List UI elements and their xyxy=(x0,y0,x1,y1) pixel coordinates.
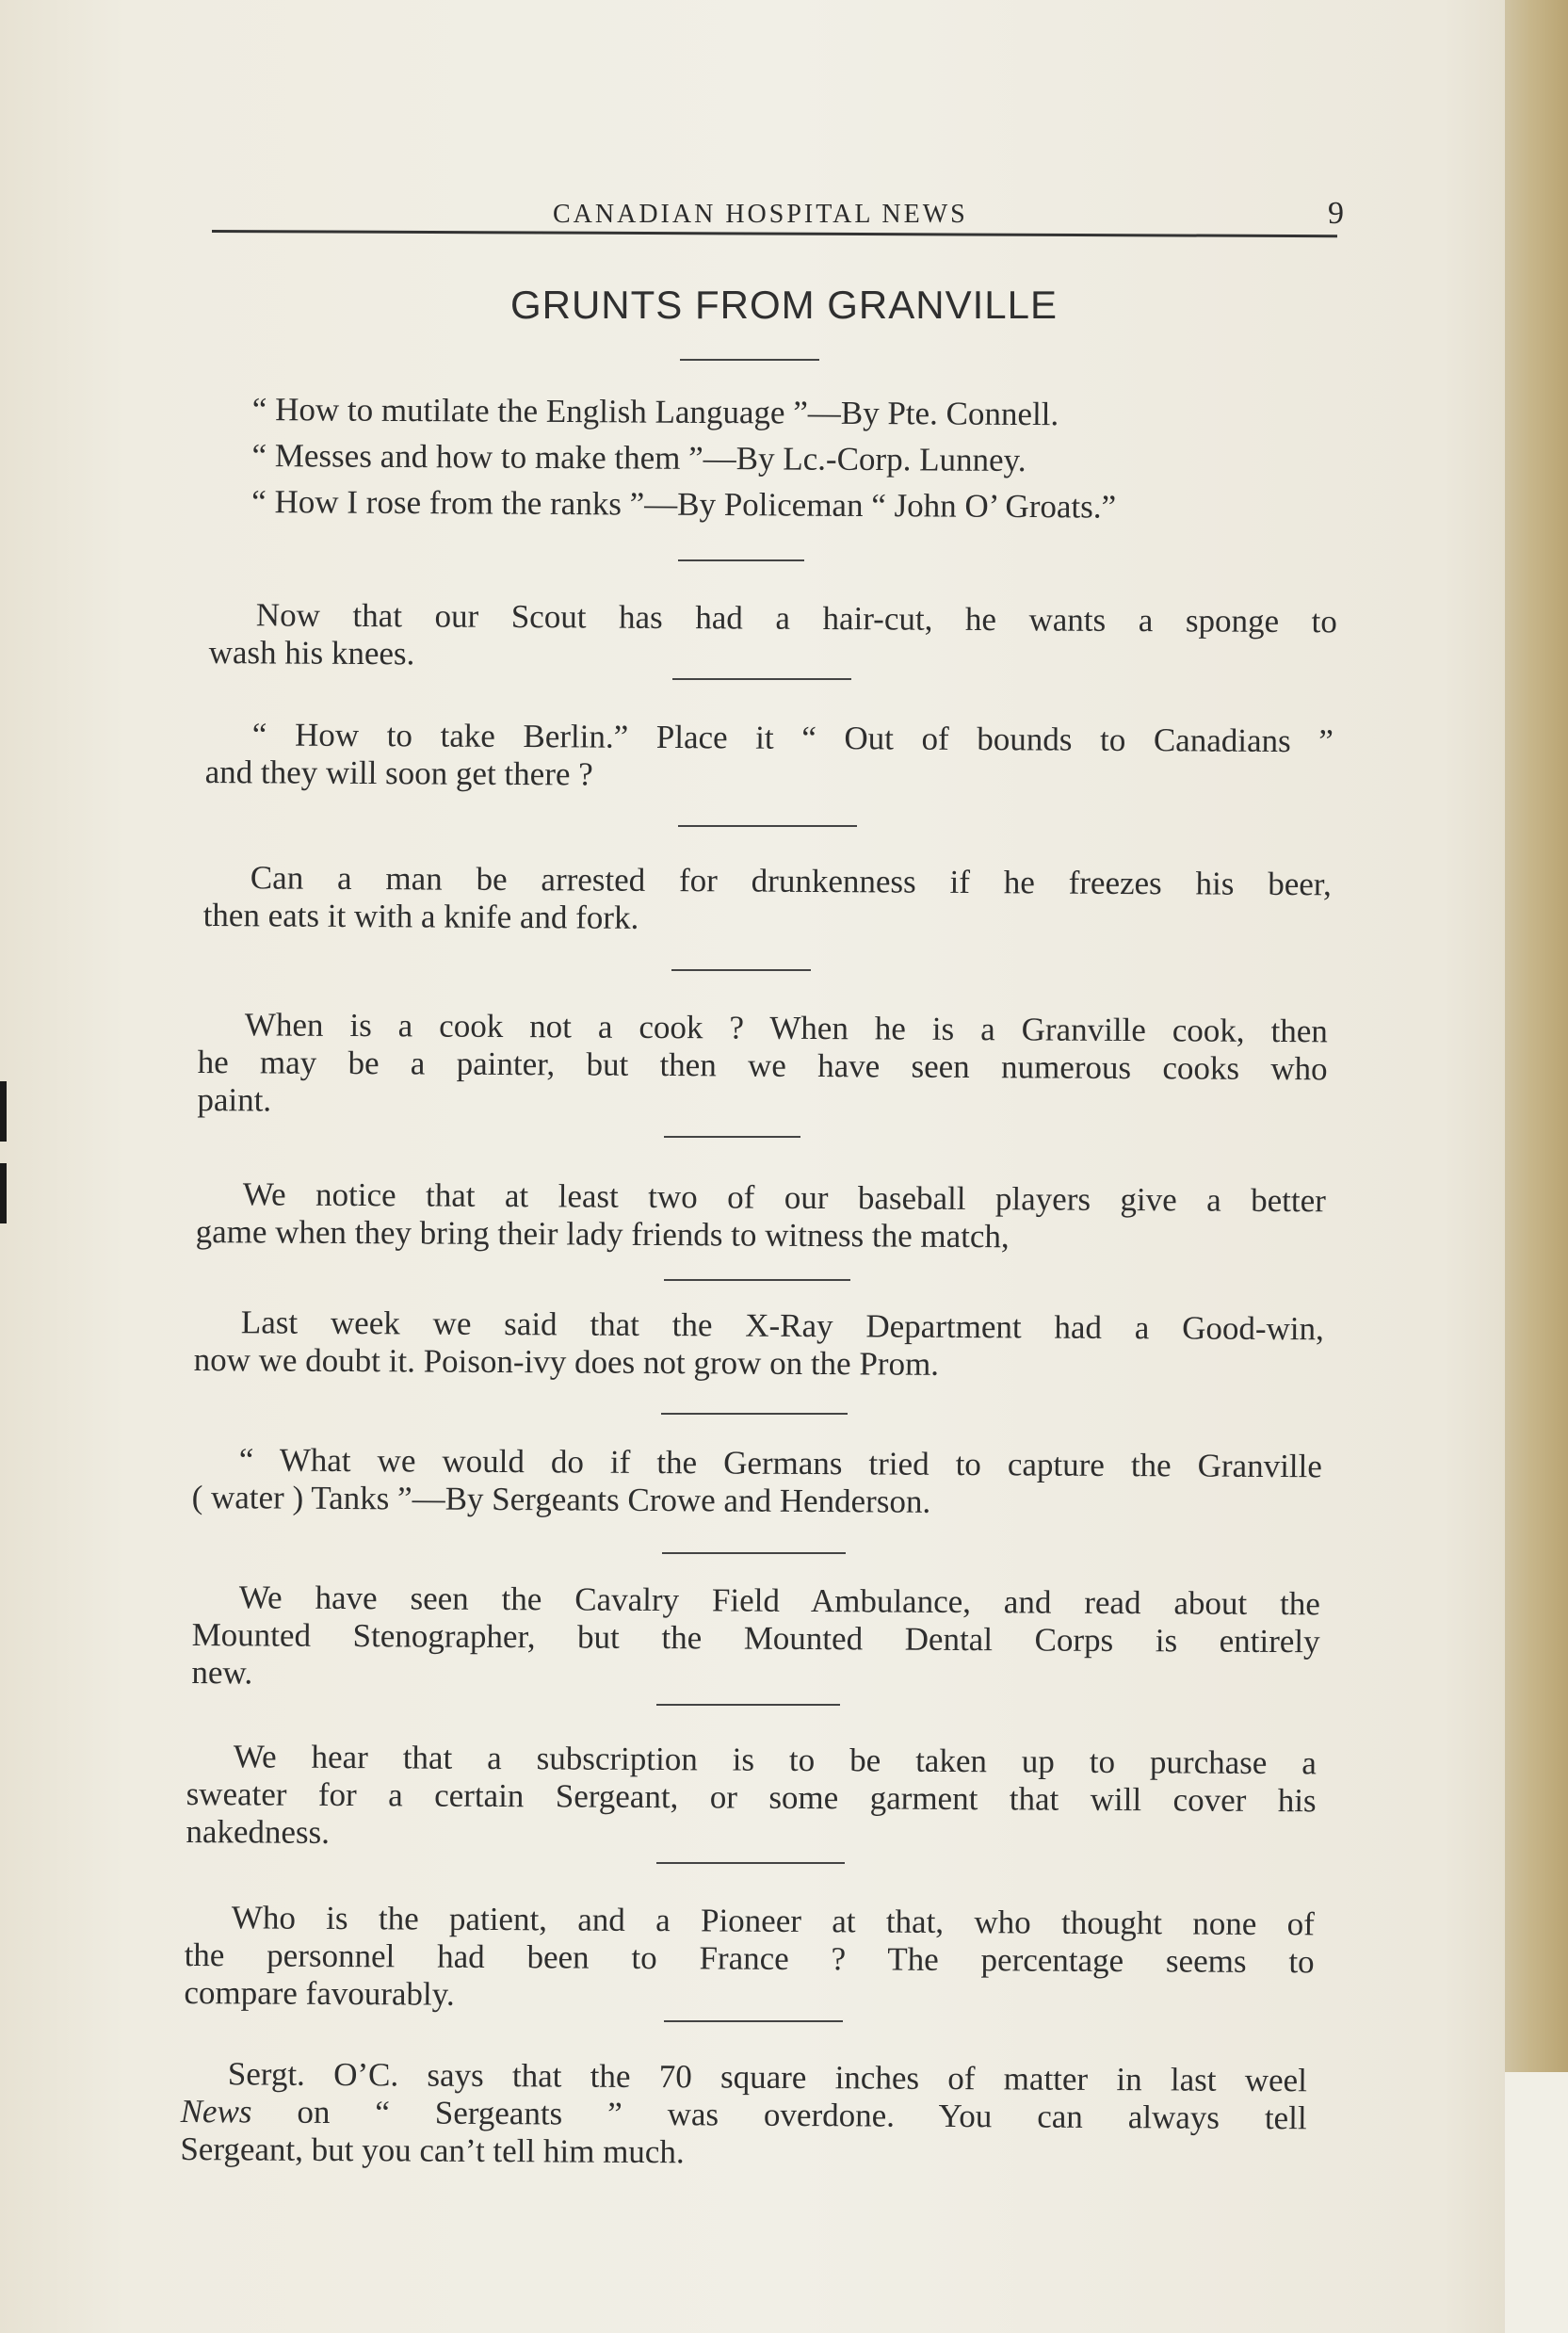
section-divider xyxy=(662,1552,846,1554)
paragraph: “ What we would do if the Germans tried to capture the Granville ( water ) Tanks ”—By Sergeants Crowe and Henderson. xyxy=(191,1441,1322,1520)
page-margin xyxy=(1505,2072,1568,2333)
section-divider xyxy=(656,1862,845,1864)
section-divider xyxy=(664,1136,800,1138)
section-divider xyxy=(664,2020,843,2022)
paragraph: Sergt. O’C. says that the 70 square inches of matter in last weel News on “ Sergeants ” was overdone. You can always tell Sergeant, but you can’t tell him much. xyxy=(180,2055,1307,2171)
publication-name: News xyxy=(180,2092,252,2130)
paragraph: We have seen the Cavalry Field Ambulance, and read about the Mounted Stenographer, but the Mounted Dental Corps is entirely new. xyxy=(191,1579,1320,1692)
paragraph: We hear that a subscription is to be taken up to purchase a sweater for a certain Sergeant, or some garment that will cover his nakedness. xyxy=(186,1738,1317,1851)
titles-list xyxy=(251,386,1364,531)
header-rule xyxy=(212,230,1337,237)
section-divider xyxy=(678,559,804,561)
section-divider xyxy=(672,678,851,680)
list-item: “ How I rose from the ranks ”—By Policeman “ John O’ Groats.” xyxy=(251,482,1117,526)
running-title: CANADIAN HOSPITAL NEWS xyxy=(553,200,968,229)
paragraph: Now that our Scout has had a hair-cut, he wants a sponge to wash his knees. xyxy=(208,596,1337,672)
section-divider xyxy=(661,1413,848,1415)
article-title: GRUNTS FROM GRANVILLE xyxy=(509,283,1059,327)
list-item: “ How to mutilate the English Language ”—By Pte. Connell. xyxy=(251,390,1059,433)
paragraph: “ How to take Berlin.” Place it “ Out of bounds to Canadians ” and they will soon get there ? xyxy=(204,716,1334,793)
title-divider xyxy=(680,359,819,361)
paragraph: We notice that at least two of our baseball players give a better game when they bring their lady friends to witness the match, xyxy=(195,1175,1326,1256)
page-number: 9 xyxy=(1328,196,1344,231)
binding-mark xyxy=(0,1163,7,1223)
paragraph: Last week we said that the X-Ray Department had a Good-win, now we doubt it. Poison-ivy does not grow on the Prom. xyxy=(193,1304,1324,1383)
section-divider xyxy=(656,1704,840,1706)
paragraph: Who is the patient, and a Pioneer at that, who thought none of the personnel had been to France ? The percentage seems to compare favourably. xyxy=(184,1899,1315,2013)
binding-mark xyxy=(0,1081,7,1142)
list-item: “ Messes and how to make them ”—By Lc.-Corp. Lunney. xyxy=(251,436,1026,479)
paragraph: When is a cook not a cook ? When he is a Granville cook, then he may be a painter, but then we have seen numerous cooks who paint. xyxy=(197,1006,1328,1119)
section-divider xyxy=(671,969,811,971)
section-divider xyxy=(664,1279,850,1281)
section-divider xyxy=(678,825,857,827)
page-header xyxy=(212,190,1342,237)
paragraph: Can a man be arrested for drunkenness if he freezes his beer, then eats it with a knife and fork. xyxy=(202,859,1332,936)
